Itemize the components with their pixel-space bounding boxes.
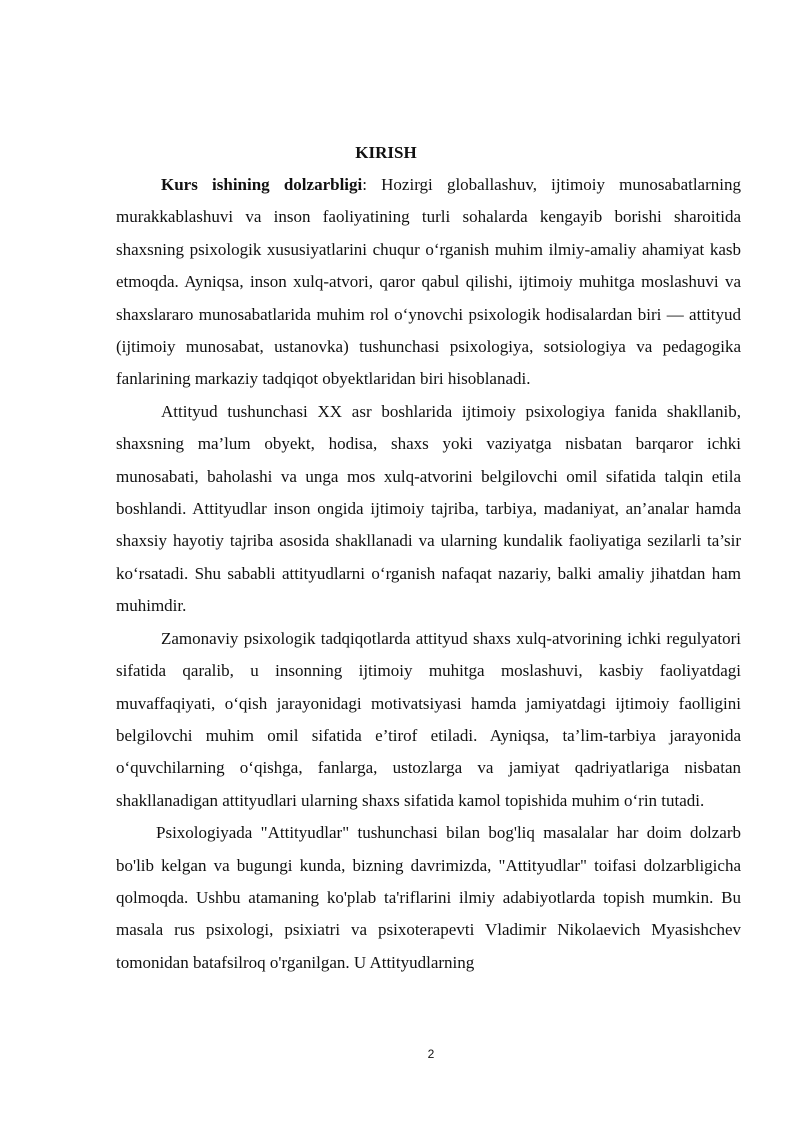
page-number: 2	[427, 1047, 435, 1061]
paragraph-lead: Kurs ishining dolzarbligi	[161, 175, 363, 194]
paragraph-psychology: Psixologiyada "Attityudlar" tushunchasi bilan bog'liq masalalar har doim dolzarb bo'lib kelgan va bugungi kunda, bizning davrimizda, "Attityudlar" toifasi dolzarbligicha qolmoqda. Ushbu atamaning ko'plab ta'riflarini ilmiy adabiyotlarda topish mumkin. Bu masala rus psixologi, psixiatri va psixoterapevti Vladimir Nikolaevich Myasishchev tomonidan batafsilroq o'rganilgan. U Attityudlarning	[116, 823, 741, 972]
paragraph-text: : Hozirgi globallashuv, ijtimoiy munosabatlarning murakkablashuvi va inson faoliyatining turli sohalarda kengayib borishi sharoitida shaxsning psixologik xususiyatlarini chuqur o‘rganish muhim ilmiy-amaliy ahamiyat kasb etmoqda. Ayniqsa, inson xulq-atvori, qaror qabul qilishi, ijtimoiy muhitga moslashuvi va shaxslararo munosabatlarida muhim rol o‘ynovchi psixologik hodisalardan biri — attityud (ijtimoiy munosabat, ustanovka) tushunchasi psixologiya, sotsiologiya va pedagogika fanlarining markaziy tadqiqot obyektlaridan biri hisoblanadi.	[116, 175, 741, 389]
paragraph-relevance	[116, 169, 741, 396]
section-heading: KIRISH	[355, 143, 417, 162]
paragraph-attitude-concept: Attityud tushunchasi XX asr boshlarida ijtimoiy psixologiya fanida shakllanib, shaxsning ma’lum obyekt, hodisa, shaxs yoki vaziyatga nisbatan barqaror ichki munosabati, baholashi va unga mos xulq-atvorini belgilovchi omil sifatida talqin etila boshlandi. Attityudlar inson ongida ijtimoiy tajriba, tarbiya, madaniyat, an’analar hamda shaxsiy hayotiy tajriba asosida shakllanadi va ularning kundalik faoliyatiga sezilarli ta’sir ko‘rsatadi. Shu sababli attityudlarni o‘rganish nafaqat nazariy, balki amaliy jihatdan ham muhimdir.	[116, 401, 741, 616]
document-body	[116, 169, 741, 979]
paragraph-modern-research: Zamonaviy psixologik tadqiqotlarda attityud shaxs xulq-atvorining ichki regulyatori sifatida qaralib, u insonning ijtimoiy muhitga moslashuvi, kasbiy faoliyatdagi muvaffaqiyati, o‘qish jarayonidagi motivatsiyasi hamda jamiyatdagi ijtimoiy faolligini belgilovchi muhim omil sifatida e’tirof etiladi. Ayniqsa, ta’lim-tarbiya jarayonida o‘quvchilarning o‘qishga, fanlarga, ustozlarga va jamiyat qadriyatlariga nisbatan shakllanadigan attityudlari ularning shaxs sifatida kamol topishida muhim o‘rin tutadi.	[116, 628, 741, 810]
